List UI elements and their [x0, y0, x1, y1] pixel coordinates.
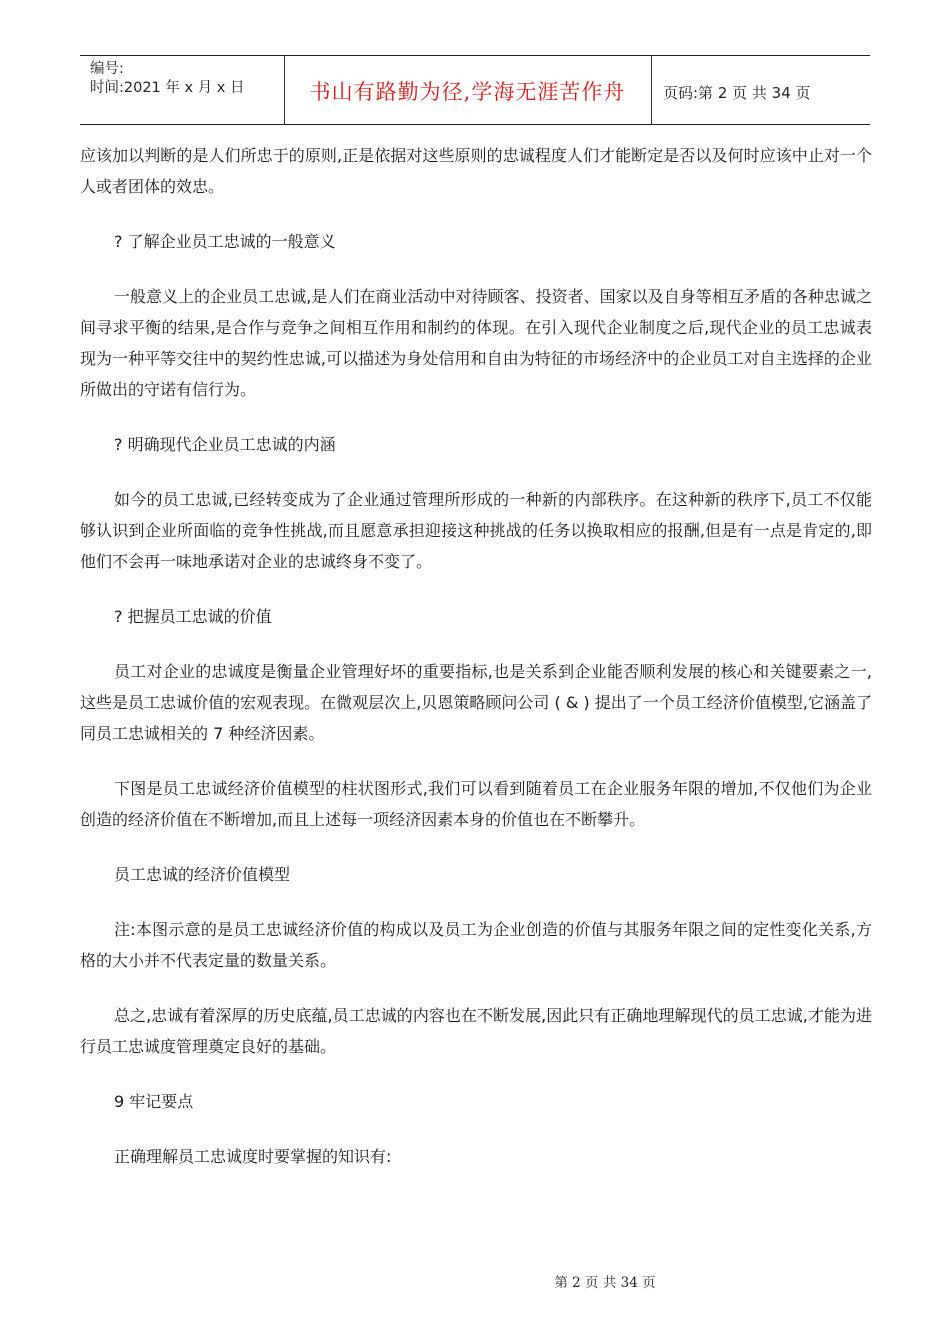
paragraph: 如今的员工忠诚,已经转变成为了企业通过管理所形成的一种新的内部秩序。在这种新的秩序下,员工不仅能够认识到企业所面临的竞争性挑战,而且愿意承担迎接这种挑战的任务以换取相应的报酬,但是有一点是肯定的,即他们不会再一味地承诺对企业的忠诚终身不变了。: [80, 490, 872, 571]
paragraph: 一般意义上的企业员工忠诚,是人们在商业活动中对待顾客、投资者、国家以及自身等相互矛盾的各种忠诚之间寻求平衡的结果,是合作与竞争之间相互作用和制约的体现。在引入现代企业制度之后,现代企业的员工忠诚表现为一种平等交往中的契约性忠诚,可以描述为身处信用和自由为特征的市场经济中的企业员工对自主选择的企业所做出的守诺有信行为。: [80, 287, 872, 399]
paragraph: 正确理解员工忠诚度时要掌握的知识有:: [114, 1147, 392, 1166]
header-divider: [651, 56, 652, 124]
document-body: [80, 140, 872, 1172]
paragraph: 总之,忠诚有着深厚的历史底蕴,员工忠诚的内容也在不断发展,因此只有正确地理解现代的员工忠诚,才能为进行员工忠诚度管理奠定良好的基础。: [80, 1006, 872, 1056]
header-motto: 书山有路勤为径,学海无涯苦作舟: [309, 80, 626, 104]
paragraph: 应该加以判断的是人们所忠于的原则,正是依据对这些原则的忠诚程度人们才能断定是否以及何时应该中止对一个人或者团体的效忠。: [80, 146, 872, 196]
header-meta: [90, 60, 245, 98]
page-header: [80, 55, 870, 125]
section-heading: ? 了解企业员工忠诚的一般意义: [114, 232, 336, 251]
page-footer: 第 2 页 共 34 页: [554, 1275, 656, 1291]
document-number-label: 编号:: [90, 61, 124, 77]
section-heading: ? 明确现代企业员工忠诚的内涵: [114, 435, 336, 454]
paragraph: 下图是员工忠诚经济价值模型的柱状图形式,我们可以看到随着员工在企业服务年限的增加,不仅他们为企业创造的经济价值在不断增加,而且上述每一项经济因素本身的价值也在不断攀升。: [80, 779, 872, 829]
paragraph: 员工对企业的忠诚度是衡量企业管理好坏的重要指标,也是关系到企业能否顺利发展的核心和关键要素之一,这些是员工忠诚价值的宏观表现。在微观层次上,贝恩策略顾问公司 ( & ) 提出了一个员工经济价值模型,它涵盖了同员工忠诚相关的 7 种经济因素。: [80, 662, 872, 743]
header-page-info: 页码:第 2 页 共 34 页: [663, 84, 811, 102]
figure-note: 注:本图示意的是员工忠诚经济价值的构成以及员工为企业创造的价值与其服务年限之间的定性变化关系,方格的大小并不代表定量的数量关系。: [80, 920, 872, 970]
document-time-label: 时间:2021 年 x 月 x 日: [90, 80, 245, 96]
section-heading: ? 把握员工忠诚的价值: [114, 607, 272, 626]
section-heading: 9 牢记要点: [114, 1092, 194, 1111]
figure-caption: 员工忠诚的经济价值模型: [114, 865, 291, 884]
